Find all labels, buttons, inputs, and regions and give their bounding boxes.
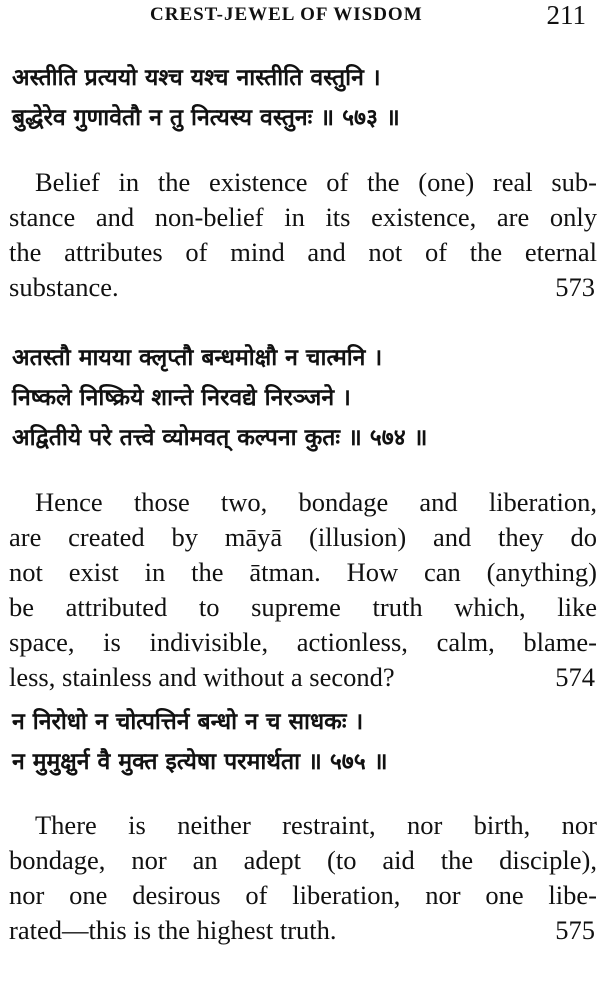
sanskrit-verse-574: [12, 338, 427, 458]
verse-line: अस्तीति प्रत्ययो यश्च यश्च नास्तीति वस्तुनि ।: [12, 65, 381, 91]
verse-line: न निरोधो न चोत्पत्तिर्न बन्धो न च साधकः ।: [12, 709, 364, 735]
translation-last-line: [9, 270, 597, 305]
translation-574: [9, 485, 597, 695]
translation-line: substance.: [9, 272, 119, 302]
translation-line: stance and non-belief in its existence, are only: [9, 202, 597, 232]
translation-line: There is neither restraint, nor birth, nor: [35, 810, 597, 840]
translation-line: Belief in the existence of the (one) real sub-: [35, 167, 597, 197]
verse-line: निष्कले निष्क्रिये शान्ते निरवद्ये निरञ्जने ।: [12, 385, 351, 411]
page-number: 211: [546, 0, 586, 30]
translation-line: less, stainless and without a second?: [9, 662, 395, 692]
translation-line: bondage, nor an adept (to aid the disciple),: [9, 845, 597, 875]
translation-line: not exist in the ātman. How can (anything): [9, 557, 597, 587]
running-title: CREST-JEWEL OF WISDOM: [150, 4, 423, 25]
verse-line: अद्वितीये परे तत्त्वे व्योमवत् कल्पना कुतः ॥ ५७४ ॥: [12, 425, 428, 451]
sanskrit-verse-573: [12, 58, 400, 138]
verse-line: बुद्धेरेव गुणावेतौ न तु नित्यस्य वस्तुनः ॥ ५७३ ॥: [12, 105, 400, 131]
verse-number: 573: [555, 272, 595, 302]
verse-line: अतस्तौ मायया क्लृप्तौ बन्धमोक्षौ न चात्मनि ।: [12, 345, 383, 371]
translation-line: rated—this is the highest truth.: [9, 915, 337, 945]
translation-line: be attributed to supreme truth which, like: [9, 592, 597, 622]
verse-number: 575: [555, 915, 595, 945]
translation-line: the attributes of mind and not of the eternal: [9, 237, 597, 267]
translation-line: nor one desirous of liberation, nor one libe-: [9, 880, 597, 910]
translation-last-line: [9, 913, 597, 948]
translation-573: [9, 165, 597, 305]
translation-line: Hence those two, bondage and liberation,: [35, 487, 597, 517]
translation-line: are created by māyā (illusion) and they do: [9, 522, 597, 552]
verse-number: 574: [555, 662, 595, 692]
sanskrit-verse-575: [12, 702, 388, 782]
translation-last-line: [9, 660, 597, 695]
verse-line: न मुमुक्षुर्न वै मुक्त इत्येषा परमार्थता ॥ ५७५ ॥: [12, 749, 388, 775]
translation-575: [9, 808, 597, 948]
translation-line: space, is indivisible, actionless, calm, blame-: [9, 627, 597, 657]
